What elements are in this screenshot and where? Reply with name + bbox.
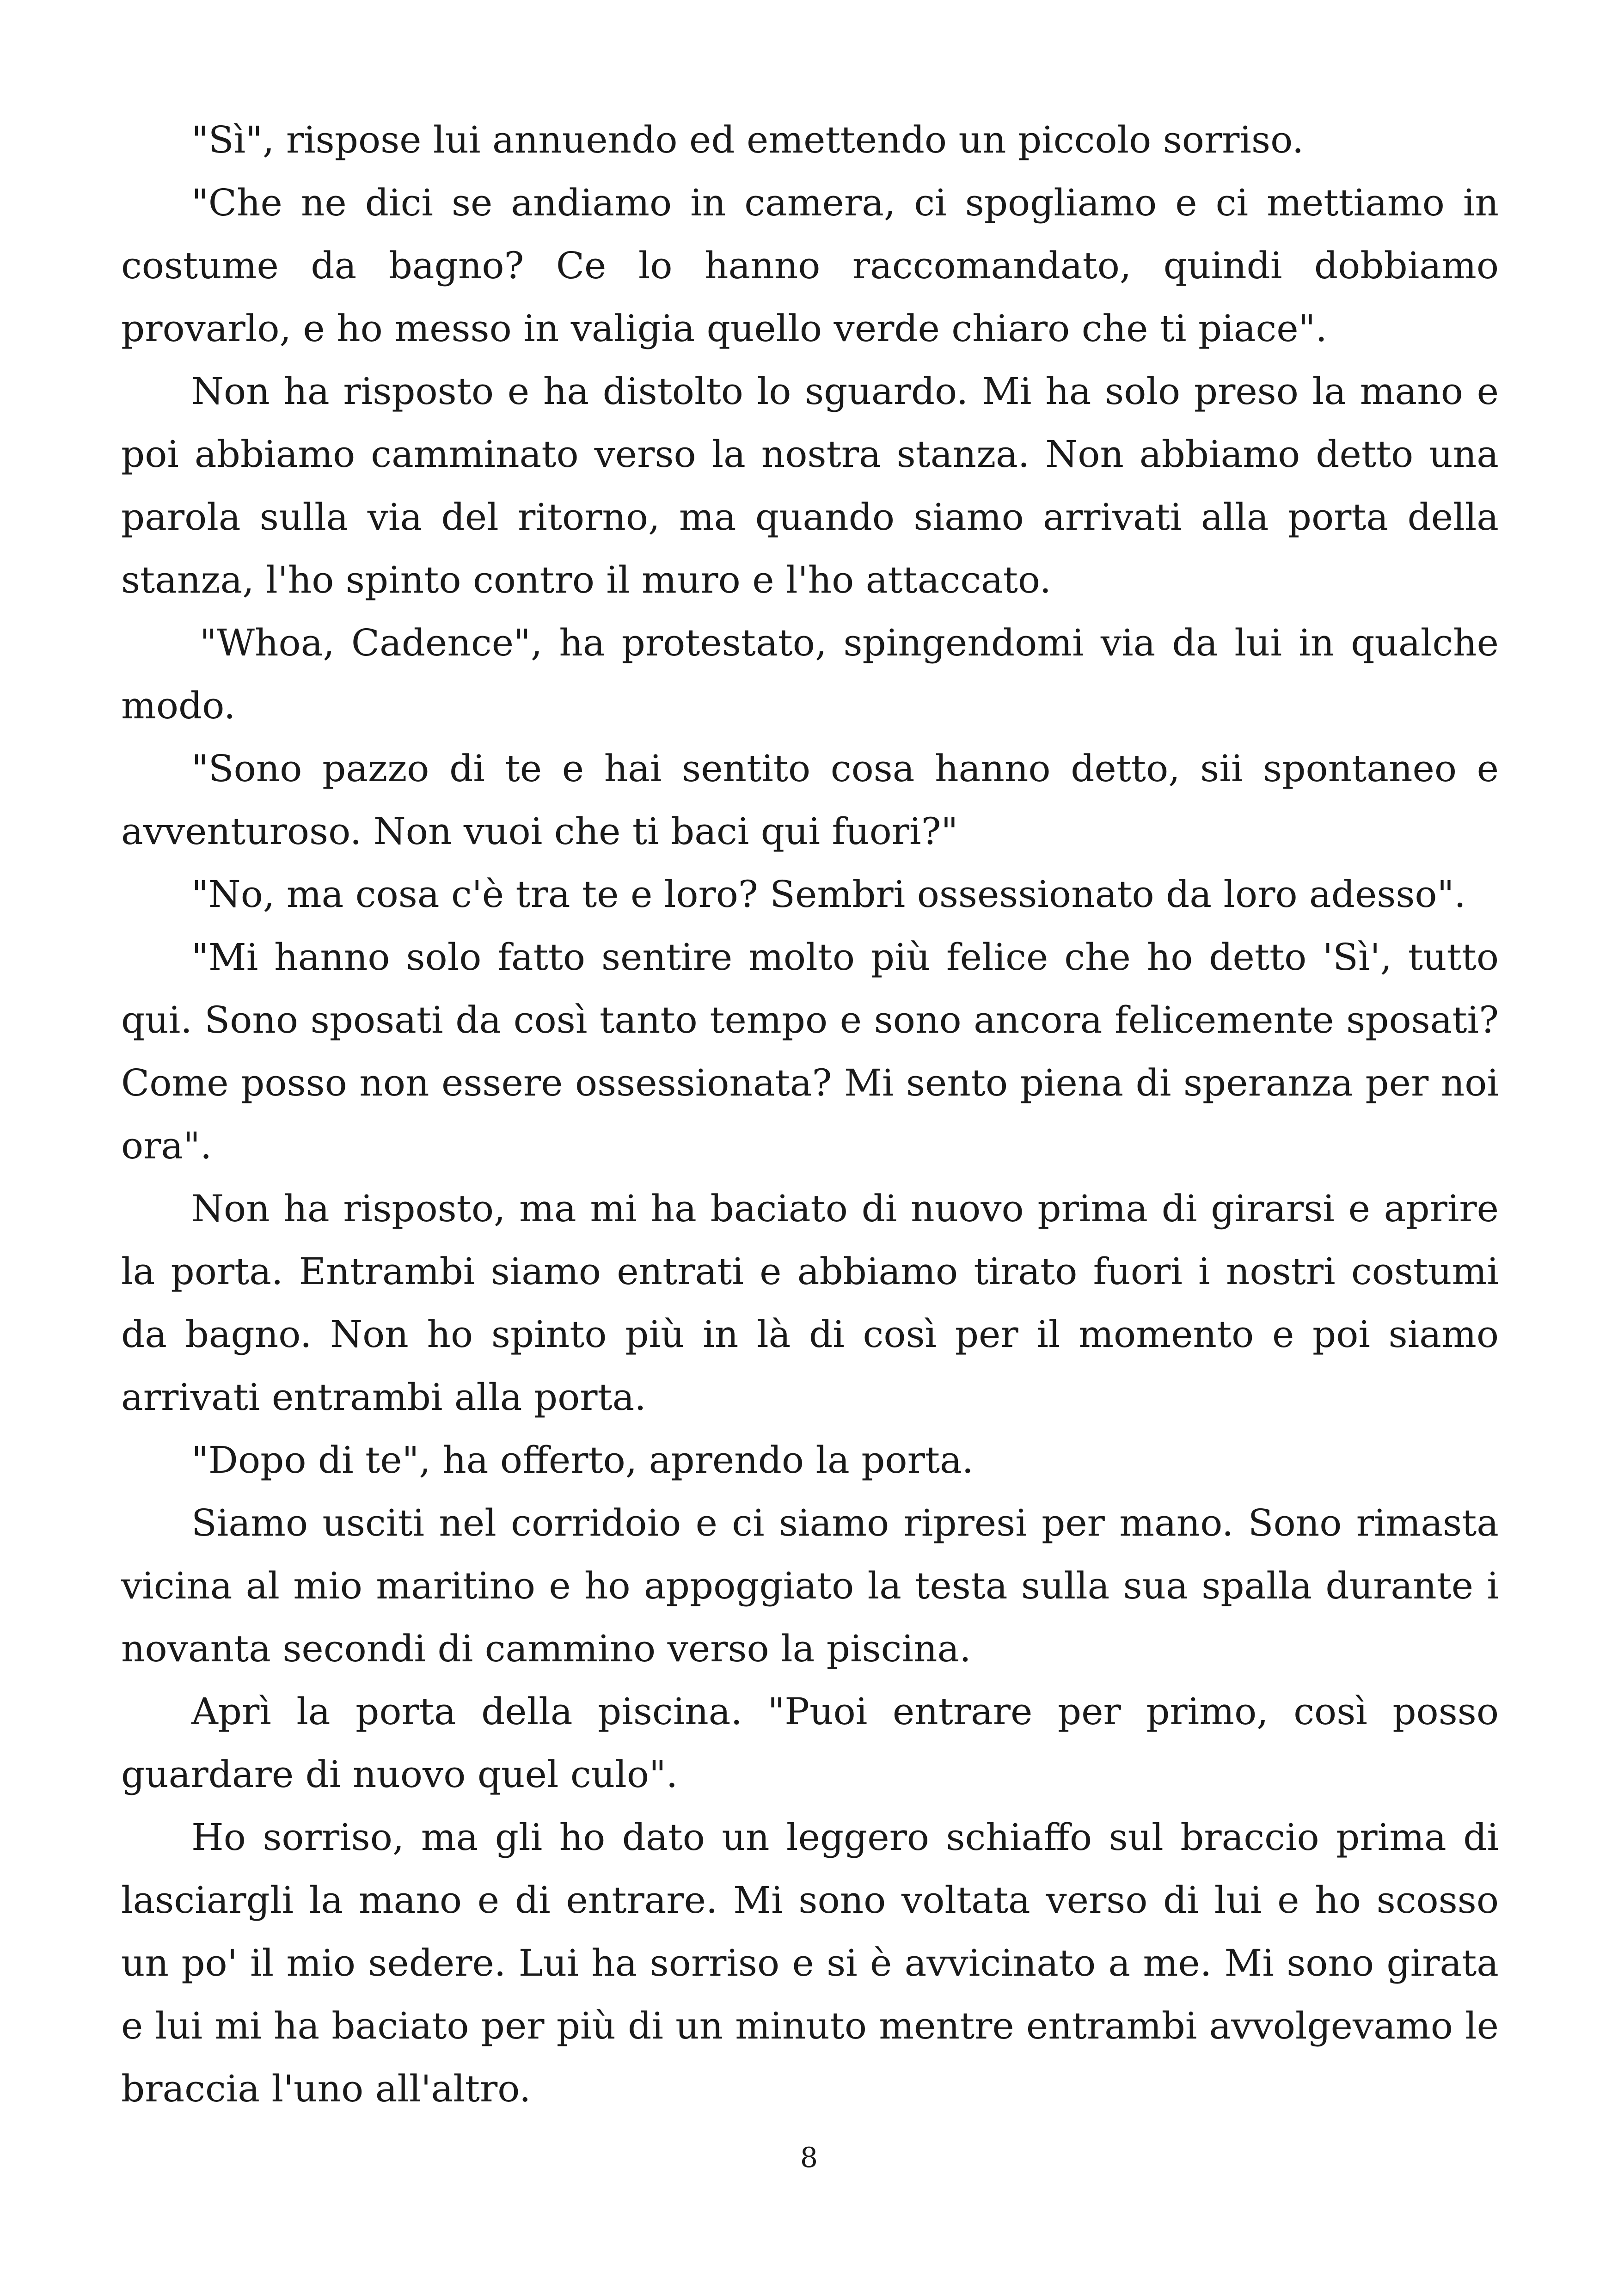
page-number: 8 <box>800 2142 818 2174</box>
paragraph: Aprì la porta della piscina. "Puoi entrare per primo, così posso guardare di nuovo quel culo". <box>121 1690 1499 1796</box>
paragraph: Siamo usciti nel corridoio e ci siamo ripresi per mano. Sono rimasta vicina al mio maritino e ho appoggiato la testa sulla sua spalla durante i novanta secondi di cammino verso la piscina. <box>121 1501 1499 1670</box>
paragraph: Non ha risposto e ha distolto lo sguardo. Mi ha solo preso la mano e poi abbiamo camminato verso la nostra stanza. Non abbiamo detto una parola sulla via del ritorno, ma quando siamo arrivati alla porta della stanza, l'ho spinto contro il muro e l'ho attaccato. <box>121 370 1499 601</box>
paragraph: "No, ma cosa c'è tra te e loro? Sembri ossessionato da loro adesso". <box>191 873 1466 916</box>
paragraph: "Che ne dici se andiamo in camera, ci spogliamo e ci mettiamo in costume da bagno? Ce lo hanno raccomandato, quindi dobbiamo provarlo, e ho messo in valigia quello verde chiaro che ti piace". <box>121 181 1499 350</box>
paragraph: "Dopo di te", ha offerto, aprendo la porta. <box>191 1439 974 1482</box>
paragraph: "Whoa, Cadence", ha protestato, spingendomi via da lui in qualche modo. <box>121 621 1499 727</box>
body-text <box>121 109 1499 2120</box>
paragraph: "Mi hanno solo fatto sentire molto più felice che ho detto 'Sì', tutto qui. Sono sposati da così tanto tempo e sono ancora felicemente sposati? Come posso non essere ossessionata? Mi sento piena di speranza per noi ora". <box>121 936 1499 1167</box>
paragraph: "Sì", rispose lui annuendo ed emettendo un piccolo sorriso. <box>191 118 1304 161</box>
paragraph: Ho sorriso, ma gli ho dato un leggero schiaffo sul braccio prima di lasciargli la mano e di entrare. Mi sono voltata verso di lui e ho scosso un po' il mio sedere. Lui ha sorriso e si è avvicinato a me. Mi sono girata e lui mi ha baciato per più di un minuto mentre entrambi avvolgevamo le braccia l'uno all'altro. <box>121 1816 1499 2110</box>
paragraph: "Sono pazzo di te e hai sentito cosa hanno detto, sii spontaneo e avventuroso. Non vuoi che ti baci qui fuori?" <box>121 747 1499 853</box>
paragraph: Non ha risposto, ma mi ha baciato di nuovo prima di girarsi e aprire la porta. Entrambi siamo entrati e abbiamo tirato fuori i nostri costumi da bagno. Non ho spinto più in là di così per il momento e poi siamo arrivati entrambi alla porta. <box>121 1187 1499 1419</box>
